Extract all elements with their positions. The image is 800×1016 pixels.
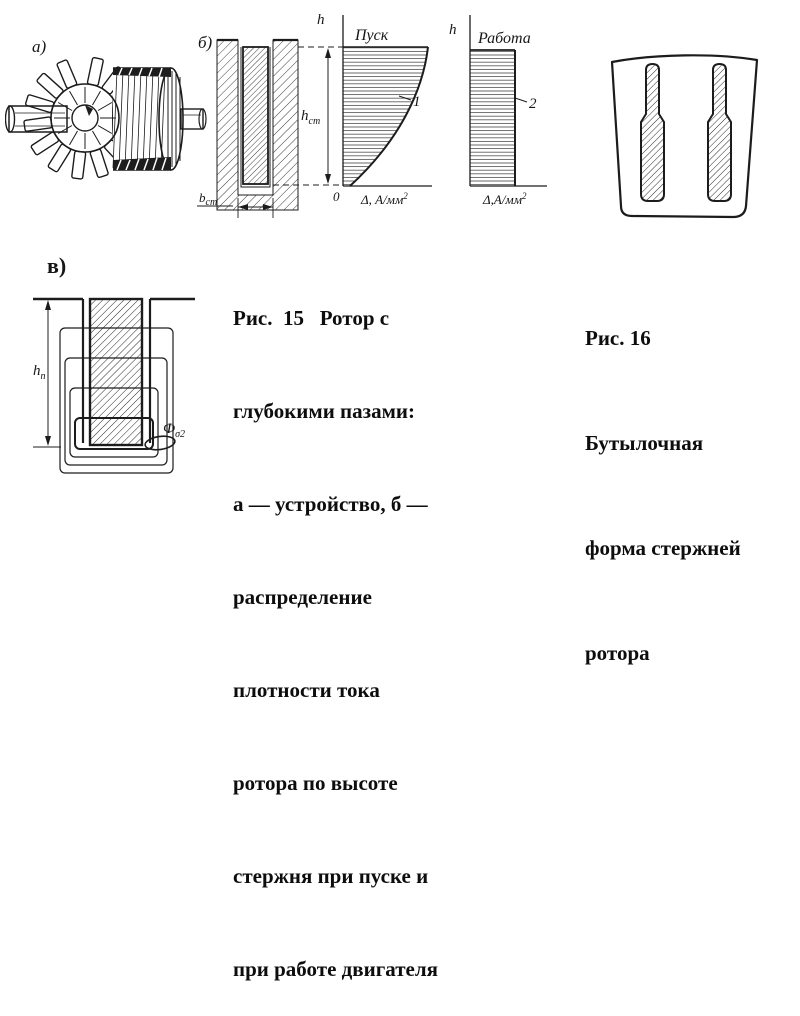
caption-line: Рис. 16 [585, 326, 651, 350]
rotor-end-ring [51, 84, 119, 152]
run-title: Работа [478, 30, 531, 47]
start-curve-number: 1 [413, 94, 421, 110]
slot-and-graphs-drawing [195, 10, 560, 225]
slot-flux-drawing [25, 243, 205, 495]
caption-line: ротора [585, 641, 650, 665]
bottle-bars-drawing [595, 48, 770, 230]
svg-text:hп: $h_п$ [33, 363, 46, 382]
caption-line: ротора по высоте [233, 771, 398, 795]
bar-height-dimension [301, 48, 331, 184]
start-title: Пуск [355, 27, 389, 44]
rotor-drawing [5, 30, 210, 182]
svg-text:Фσ2: $Ф_{\sigma 2}$ [163, 421, 186, 440]
rotor-bar [243, 47, 268, 184]
bottle-bar-right [708, 64, 731, 201]
run-curve-number: 2 [529, 96, 537, 112]
graph-start [317, 12, 432, 207]
caption-line: стержня при пуске и [233, 864, 429, 888]
graph-run [449, 15, 547, 207]
figure15-caption [233, 241, 519, 1016]
tooth-segment-outline [612, 55, 757, 217]
start-origin-label: 0 [333, 189, 340, 204]
start-y-axis-label: h [317, 12, 325, 28]
caption-line: глубокими пазами: [233, 399, 415, 423]
caption-line: распределение [233, 585, 372, 609]
part-b-label: б) [198, 33, 213, 52]
bottle-bar-left [641, 64, 664, 201]
slot-height-dimension [33, 300, 61, 447]
caption-line: при работе двигателя [233, 957, 438, 981]
start-x-axis-label: Δ, $А/мм^2$ [361, 191, 408, 207]
caption-line: Бутылочная [585, 431, 704, 455]
part-a-label: а) [32, 37, 47, 56]
figure16-caption [585, 251, 785, 706]
caption-line: а — устройство, б — [233, 492, 428, 516]
caption-line: форма стержней [585, 536, 741, 560]
svg-text:hст: $h_{ст}$ [301, 108, 321, 127]
slot-bar [90, 299, 142, 445]
part-v-label: в) [47, 253, 67, 278]
caption-line: плотности тока [233, 678, 380, 702]
run-x-axis-label: $\Delta,А/мм^2$ [483, 191, 527, 207]
rotor-core [112, 68, 183, 170]
caption-line: Рис. 15 Ротор с [233, 306, 390, 330]
run-y-axis-label: h [449, 22, 457, 38]
svg-text:bст: $b_{ст}$ [199, 190, 218, 208]
